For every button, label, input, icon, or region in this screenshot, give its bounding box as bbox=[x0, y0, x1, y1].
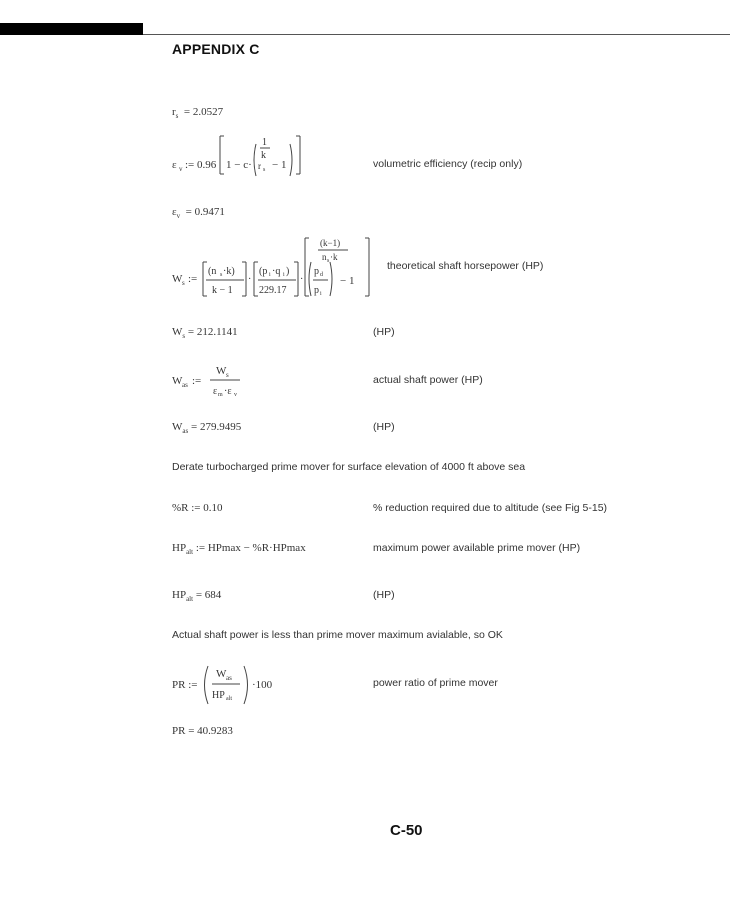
hpalt-description: maximum power available prime mover (HP) bbox=[373, 542, 581, 554]
svg-text::=: := bbox=[188, 273, 198, 285]
ev-description: volumetric efficiency (recip only) bbox=[373, 158, 523, 170]
was-unit: (HP) bbox=[373, 421, 395, 433]
svg-text:− 1: − 1 bbox=[340, 275, 355, 287]
hpalt-unit: (HP) bbox=[373, 589, 395, 601]
svg-text:v: v bbox=[179, 165, 183, 173]
ws-line: $W_s = 212.1141$ bbox=[172, 326, 238, 340]
svg-text:m: m bbox=[218, 392, 223, 398]
svg-text:v: v bbox=[234, 392, 237, 398]
ws-formula bbox=[168, 234, 378, 300]
header-rule bbox=[143, 34, 730, 35]
svg-text:p: p bbox=[314, 285, 319, 296]
svg-text:d: d bbox=[320, 272, 323, 278]
hpalt-expr-rhs: := HPmax − %R·HPmax bbox=[195, 542, 306, 554]
svg-text:i: i bbox=[283, 272, 285, 278]
ev-formula bbox=[168, 130, 308, 178]
reduction-description: % reduction required due to altitude (see Fig 5-15) bbox=[373, 502, 608, 514]
svg-text:alt: alt bbox=[226, 696, 232, 702]
rs-value: = 2.0527 bbox=[183, 106, 224, 118]
svg-text:W: W bbox=[172, 273, 183, 285]
svg-text:ε: ε bbox=[213, 386, 218, 397]
hpalt-line: $HP_{alt} = 684$ bbox=[172, 589, 222, 603]
ok-note: Actual shaft power is less than prime mover maximum avialable, so OK bbox=[172, 629, 503, 641]
rs-line: $r_s = 2.0527$ bbox=[172, 106, 224, 120]
page-number: C-50 bbox=[390, 822, 423, 839]
ev-value: = 0.9471 bbox=[185, 206, 225, 218]
ev-line: $\varepsilon_v = 0.9471$ bbox=[172, 206, 225, 220]
svg-text:s: s bbox=[226, 371, 229, 379]
was-line: $W_{as} = 279.9495$ bbox=[172, 421, 242, 435]
svg-text:− 1: − 1 bbox=[272, 159, 287, 171]
svg-text:s: s bbox=[263, 167, 266, 173]
svg-text:1: 1 bbox=[262, 137, 267, 148]
svg-text:s: s bbox=[182, 279, 185, 287]
svg-text:as: as bbox=[226, 674, 232, 682]
svg-text:·k: ·k bbox=[330, 252, 338, 262]
pr-description: power ratio of prime mover bbox=[373, 677, 498, 689]
derate-note: Derate turbocharged prime mover for surface elevation of 4000 ft above sea bbox=[172, 461, 526, 473]
svg-text:(p: (p bbox=[259, 266, 268, 277]
svg-text:229.17: 229.17 bbox=[259, 285, 287, 296]
svg-text:r: r bbox=[258, 161, 261, 171]
svg-text:·ε: ·ε bbox=[224, 386, 232, 397]
svg-text:W: W bbox=[216, 668, 227, 680]
hpalt-expr: $HP_{alt}$ := HPmax − %R·HPmax bbox=[172, 542, 306, 556]
ws-description: theoretical shaft horsepower (HP) bbox=[387, 260, 544, 272]
svg-text:k: k bbox=[261, 150, 266, 161]
svg-text::=: := bbox=[192, 375, 202, 387]
svg-text:·: · bbox=[300, 274, 304, 285]
svg-text:ε: ε bbox=[172, 159, 177, 171]
svg-text:1 − c·: 1 − c· bbox=[226, 159, 252, 171]
was-description: actual shaft power (HP) bbox=[373, 374, 483, 386]
svg-text:(k−1): (k−1) bbox=[320, 238, 341, 248]
svg-text:·k): ·k) bbox=[223, 266, 235, 277]
svg-text:): ) bbox=[286, 266, 290, 277]
svg-text::= 0.96: := 0.96 bbox=[185, 159, 217, 171]
svg-text:p: p bbox=[314, 266, 319, 277]
svg-text:n: n bbox=[322, 252, 327, 262]
svg-text:as: as bbox=[182, 381, 188, 389]
header-bar bbox=[0, 23, 143, 35]
svg-text:(n: (n bbox=[208, 266, 217, 277]
pr-formula bbox=[168, 662, 278, 708]
svg-text:s: s bbox=[220, 272, 223, 278]
svg-text:HP: HP bbox=[212, 690, 225, 701]
hpalt-value: = 684 bbox=[195, 589, 222, 601]
svg-text:k − 1: k − 1 bbox=[212, 285, 233, 296]
appendix-heading: APPENDIX C bbox=[172, 41, 260, 57]
svg-text:·100: ·100 bbox=[252, 679, 273, 691]
svg-text:·q: ·q bbox=[272, 266, 281, 277]
svg-text:·: · bbox=[248, 274, 252, 285]
pr-value: PR = 40.9283 bbox=[172, 725, 233, 737]
ws-value: = 212.1141 bbox=[187, 326, 238, 338]
reduction-expr: %R := 0.10 bbox=[172, 502, 223, 514]
svg-text:s: s bbox=[327, 258, 330, 264]
svg-text:W: W bbox=[216, 365, 227, 377]
was-value: = 279.9495 bbox=[190, 421, 242, 433]
svg-text:i: i bbox=[269, 272, 271, 278]
ws-unit: (HP) bbox=[373, 326, 395, 338]
svg-text:i: i bbox=[320, 291, 322, 297]
svg-text:W: W bbox=[172, 375, 183, 387]
svg-text:PR :=: PR := bbox=[172, 679, 198, 691]
was-formula bbox=[168, 360, 268, 402]
